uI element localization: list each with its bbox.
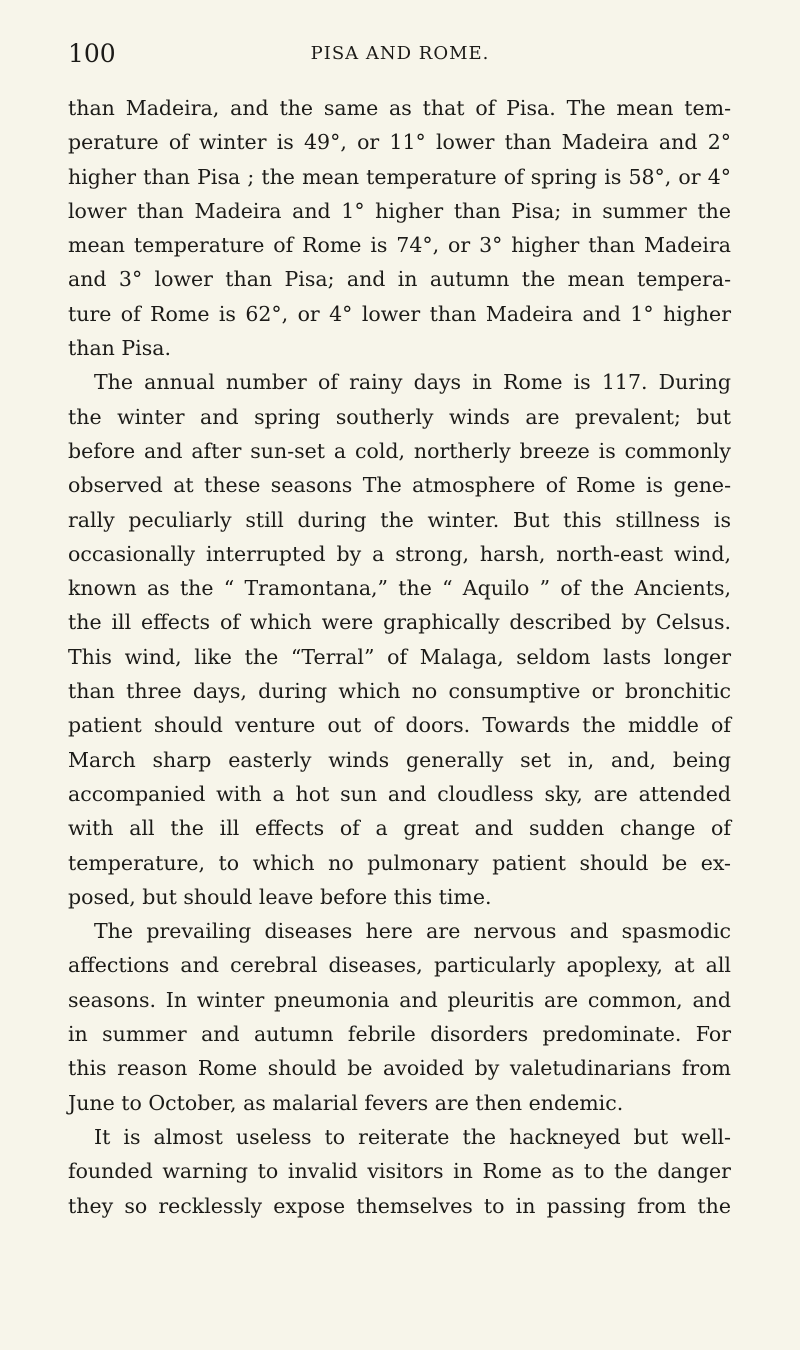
text-line: with all the ill effects of a great and sudden change of: [68, 816, 731, 841]
text-line: This wind, like the “Terral” of Malaga, seldom lasts longer: [68, 644, 731, 669]
text-line: ture of Rome is 62°, or 4° lower than Madeira and 1° higher: [68, 301, 731, 326]
text-line: the winter and spring southerly winds are prevalent; but: [68, 404, 731, 429]
text-line: they so recklessly expose themselves to in passing from the: [68, 1193, 731, 1218]
text-line: March sharp easterly winds generally set in, and, being: [68, 747, 731, 772]
text-line: temperature, to which no pulmonary patient should be ex-: [68, 850, 731, 875]
text-line: and 3° lower than Pisa; and in autumn the mean tempera-: [68, 267, 731, 292]
text-line: mean temperature of Rome is 74°, or 3° higher than Madeira: [68, 233, 731, 258]
text-line: this reason Rome should be avoided by valetudinarians from: [68, 1056, 731, 1081]
text-line: than Madeira, and the same as that of Pisa. The mean tem-: [68, 96, 731, 120]
text-line: than Pisa.: [68, 336, 171, 361]
text-line: than three days, during which no consumptive or bronchitic: [68, 679, 731, 704]
text-line: accompanied with a hot sun and cloudless sky, are attended: [68, 781, 731, 806]
text-line: lower than Madeira and 1° higher than Pisa; in summer the: [68, 198, 731, 223]
text-line: patient should venture out of doors. Towards the middle of: [68, 713, 731, 738]
text-line: occasionally interrupted by a strong, harsh, north-east wind,: [68, 541, 731, 566]
text-line: perature of winter is 49°, or 11° lower than Madeira and 2°: [68, 130, 731, 155]
page-number: 100: [68, 39, 116, 68]
text-line: in summer and autumn febrile disorders predominate. For: [68, 1022, 731, 1047]
text-line: posed, but should leave before this time.: [68, 884, 492, 909]
text-line: higher than Pisa ; the mean temperature of spring is 58°, or 4°: [68, 164, 731, 189]
text-line: founded warning to invalid visitors in Rome as to the danger: [68, 1159, 731, 1184]
text-line: known as the “ Tramontana,” the “ Aquilo ” of the Ancients,: [68, 576, 731, 601]
text-line: the ill effects of which were graphically described by Celsus.: [68, 610, 731, 635]
text-line: before and after sun-set a cold, northerly breeze is commonly: [68, 438, 731, 463]
text-line: The annual number of rainy days in Rome is 117. During: [94, 370, 731, 395]
text-line: June to October, as malarial fevers are then endemic.: [68, 1090, 624, 1115]
running-title: PISA AND ROME.: [310, 43, 490, 64]
text-line: The prevailing diseases here are nervous and spasmodic: [94, 919, 731, 944]
running-head: [68, 36, 732, 72]
text-line: affections and cerebral diseases, particularly apoplexy, at all: [68, 953, 731, 978]
text-line: rally peculiarly still during the winter. But this stillness is: [68, 507, 731, 532]
text-line: observed at these seasons The atmosphere of Rome is gene-: [68, 473, 731, 498]
text-line: It is almost useless to reiterate the hackneyed but well-: [94, 1124, 731, 1149]
body-text: [68, 91, 731, 1223]
text-line: seasons. In winter pneumonia and pleuritis are common, and: [68, 987, 731, 1012]
